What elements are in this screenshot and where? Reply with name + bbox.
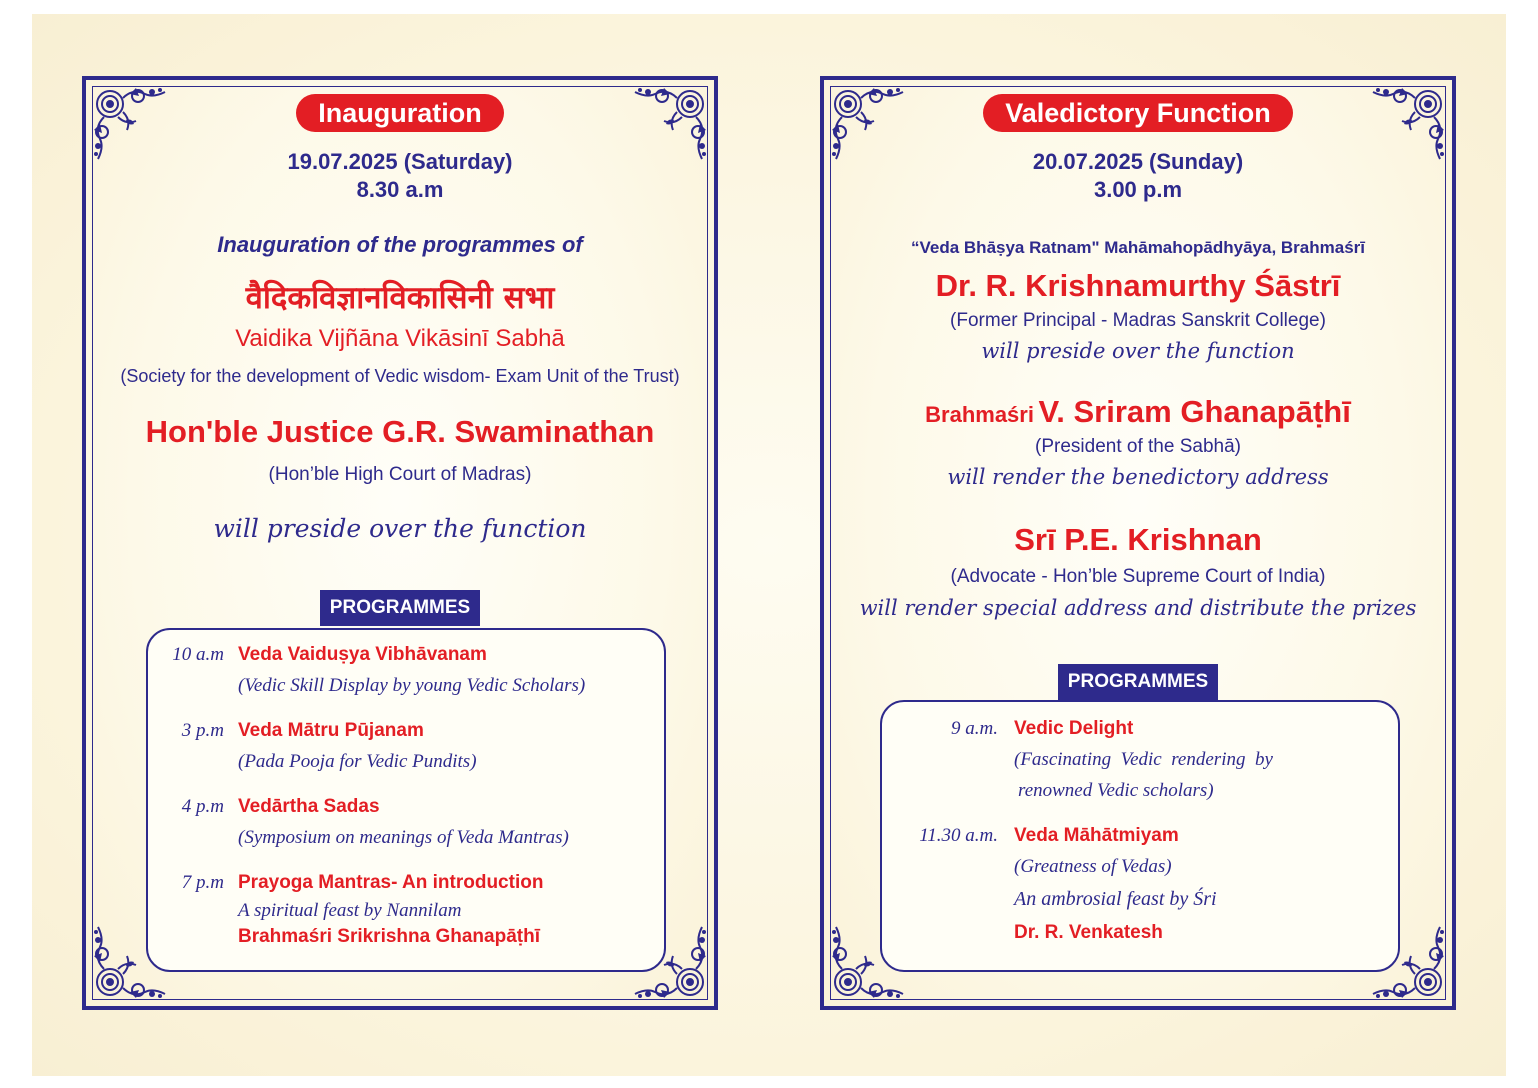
valedictory-heading: Valedictory Function xyxy=(983,94,1293,132)
programme-time: 7 p.m xyxy=(181,872,224,893)
programme-description: (Greatness of Vedas) xyxy=(1014,856,1172,877)
inauguration-intro: Inauguration of the programmes of xyxy=(217,232,583,257)
inauguration-heading: Inauguration xyxy=(296,94,504,132)
inauguration-panel xyxy=(82,76,718,1010)
guest2-description: (President of the Sabhā) xyxy=(1035,436,1241,457)
programme-time: 4 p.m xyxy=(181,796,224,817)
valedictory-time: 3.00 p.m xyxy=(1093,177,1183,202)
chief-guest-role: will preside over the function xyxy=(213,514,587,543)
programme-title: Prayoga Mantras- An introduction xyxy=(238,872,544,893)
valedictory-date: 20.07.2025 (Sunday) xyxy=(1032,149,1244,174)
inauguration-time: 8.30 a.m xyxy=(356,177,444,202)
guest3-name: Srī P.E. Krishnan xyxy=(1014,522,1262,557)
guest1-description: (Former Principal - Madras Sanskrit College) xyxy=(950,310,1326,331)
programmes-label: PROGRAMMES xyxy=(1058,664,1218,700)
programme-description: (Fascinating Vedic rendering by xyxy=(1014,749,1273,770)
guest1-name: Dr. R. Krishnamurthy Śāstrī xyxy=(935,268,1341,303)
programme-title: Vedārtha Sadas xyxy=(238,796,380,817)
programmes-box xyxy=(880,700,1400,972)
guest1-role: will preside over the function xyxy=(981,339,1295,363)
programme-description: An ambrosial feast by Śri xyxy=(1014,888,1217,910)
programme-title: Veda Mātru Pūjanam xyxy=(238,720,424,741)
guest2-name: V. Sriram Ghanapāṭhī xyxy=(1038,394,1351,429)
programme-performer: Dr. R. Venkatesh xyxy=(1014,922,1163,943)
programmes-label: PROGRAMMES xyxy=(320,590,480,626)
programme-title: Vedic Delight xyxy=(1014,718,1134,739)
guest2-line xyxy=(824,394,1452,430)
programme-time: 3 p.m xyxy=(181,720,224,741)
guest3-role: will render special address and distribute the prizes xyxy=(859,596,1417,620)
sabha-roman: Vaidika Vijñāna Vikāsinī Sabhā xyxy=(235,325,565,352)
programmes-box xyxy=(146,628,666,972)
sabha-devanagari: वैदिकविज्ञानविकासिनी सभा xyxy=(245,280,555,316)
valedictory-panel xyxy=(820,76,1456,1010)
programme-description: (Symposium on meanings of Veda Mantras) xyxy=(238,827,569,848)
chief-guest-name: Hon'ble Justice G.R. Swaminathan xyxy=(145,414,655,449)
guest2-role: will render the benedictory address xyxy=(947,465,1329,489)
programme-title: Veda Māhātmiyam xyxy=(1014,825,1179,846)
guest1-title-line: “Veda Bhāṣya Ratnam" Mahāmahopādhyāya, Brahmaśrī xyxy=(910,238,1365,257)
programme-time: 10 a.m xyxy=(172,644,224,665)
guest2-prefix: Brahmaśri xyxy=(925,402,1034,427)
programme-performer: Brahmaśri Srikrishna Ghanapāṭhī xyxy=(238,926,540,947)
guest3-description: (Advocate - Hon’ble Supreme Court of India) xyxy=(950,566,1326,587)
chief-guest-description: (Hon’ble High Court of Madras) xyxy=(268,464,532,485)
programme-description: renowned Vedic scholars) xyxy=(1018,780,1214,801)
programme-title: Veda Vaiduṣya Vibhāvanam xyxy=(238,644,487,665)
programme-time: 9 a.m. xyxy=(951,718,998,739)
inauguration-date: 19.07.2025 (Saturday) xyxy=(287,149,513,174)
sabha-description: (Society for the development of Vedic wisdom- Exam Unit of the Trust) xyxy=(120,366,680,386)
programme-description: (Vedic Skill Display by young Vedic Scholars) xyxy=(238,675,586,696)
programme-description: (Pada Pooja for Vedic Pundits) xyxy=(238,751,477,772)
programme-description: A spiritual feast by Nannilam xyxy=(238,900,462,921)
programme-time: 11.30 a.m. xyxy=(919,825,998,846)
